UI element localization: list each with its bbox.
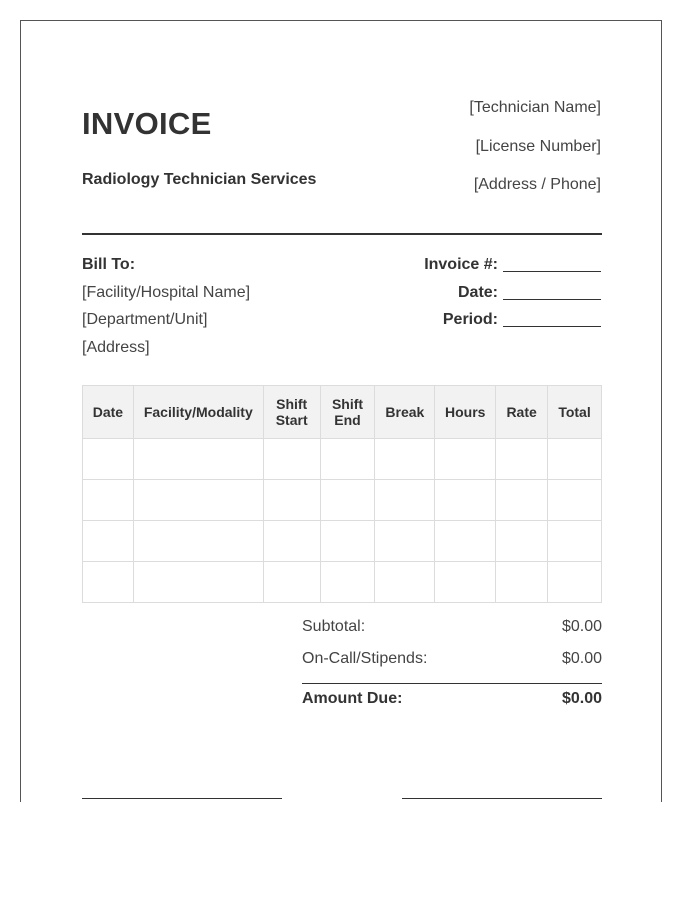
table-cell[interactable]: [548, 521, 602, 562]
column-header: [133, 386, 263, 439]
totals-block: [302, 619, 602, 707]
table-cell[interactable]: [548, 562, 602, 603]
table-cell[interactable]: [83, 480, 134, 521]
signature-line-left[interactable]: [82, 798, 282, 799]
table-cell[interactable]: [263, 521, 320, 562]
table-cell[interactable]: [83, 439, 134, 480]
table-cell[interactable]: [263, 480, 320, 521]
column-header-text: Break: [385, 404, 425, 420]
technician-address-phone: [Address / Phone]: [473, 176, 601, 193]
invoice-number-label: Invoice #:: [424, 256, 498, 273]
table-cell[interactable]: [496, 562, 548, 603]
column-header-text: Hours: [445, 404, 486, 420]
column-header-text: Rate: [506, 404, 537, 420]
column-header-text: Date: [92, 404, 124, 420]
column-header: [375, 386, 435, 439]
column-header-text: Shift: [276, 396, 308, 412]
table-cell[interactable]: [133, 439, 263, 480]
column-header: [548, 386, 602, 439]
oncall-value: $0.00: [561, 650, 602, 667]
table-cell[interactable]: [375, 480, 435, 521]
bill-to-block: [82, 257, 250, 367]
column-header: [263, 386, 320, 439]
bill-to-label: Bill To:: [82, 256, 136, 273]
column-header: [83, 386, 134, 439]
invoice-date-field[interactable]: [503, 285, 601, 300]
table-cell[interactable]: [263, 562, 320, 603]
subtotal-value: $0.00: [561, 618, 602, 635]
bill-to-address: [Address]: [82, 338, 150, 356]
amount-due-row: [302, 691, 602, 707]
table-cell[interactable]: [435, 439, 496, 480]
bill-to-facility: [Facility/Hospital Name]: [82, 283, 251, 301]
invoice-date-row: [424, 285, 601, 313]
table-cell[interactable]: [375, 439, 435, 480]
invoice-subtitle: Radiology Technician Services: [82, 171, 317, 188]
table-row: [83, 562, 602, 603]
table-cell[interactable]: [83, 521, 134, 562]
table-cell[interactable]: [83, 562, 134, 603]
header-divider: [82, 233, 602, 235]
bill-to-department: [Department/Unit]: [82, 311, 208, 328]
table-cell[interactable]: [435, 480, 496, 521]
column-header-text: Total: [558, 404, 591, 420]
table-row: [83, 521, 602, 562]
table-cell[interactable]: [133, 480, 263, 521]
signature-line-right[interactable]: [402, 798, 602, 799]
table-cell[interactable]: [548, 439, 602, 480]
invoice-title: INVOICE: [82, 106, 212, 141]
column-header-text: Facility/Modality: [143, 404, 253, 420]
column-header: [320, 386, 375, 439]
technician-info: [469, 100, 601, 216]
shifts-table: [82, 385, 602, 603]
table-cell[interactable]: [320, 480, 375, 521]
table-row: [83, 439, 602, 480]
invoice-meta-block: [424, 257, 601, 340]
table-cell[interactable]: [375, 562, 435, 603]
table-cell[interactable]: [320, 521, 375, 562]
invoice-period-label: Period:: [442, 311, 498, 328]
table-cell[interactable]: [320, 439, 375, 480]
technician-name: [Technician Name]: [469, 99, 601, 116]
amount-due-label: Amount Due:: [302, 690, 403, 707]
invoice-number-field[interactable]: [503, 257, 601, 272]
table-cell[interactable]: [496, 480, 548, 521]
invoice-number-row: [424, 257, 601, 285]
table-cell[interactable]: [435, 562, 496, 603]
table-row: [83, 480, 602, 521]
table-cell[interactable]: [496, 439, 548, 480]
table-body: [83, 439, 602, 603]
invoice-period-field[interactable]: [503, 312, 601, 327]
subtotal-row: [302, 619, 602, 651]
table-cell[interactable]: [435, 521, 496, 562]
column-header: [435, 386, 496, 439]
oncall-label: On-Call/Stipends:: [302, 650, 428, 667]
table-cell[interactable]: [133, 562, 263, 603]
table-cell[interactable]: [263, 439, 320, 480]
table-cell[interactable]: [548, 480, 602, 521]
invoice-date-label: Date:: [457, 283, 498, 301]
subtotal-label: Subtotal:: [302, 618, 366, 635]
table-cell[interactable]: [496, 521, 548, 562]
amount-due-divider: [302, 683, 602, 684]
oncall-row: [302, 651, 602, 683]
amount-due-value: $0.00: [561, 690, 602, 707]
column-header-text: Shift: [331, 396, 364, 412]
table-cell[interactable]: [320, 562, 375, 603]
table-header-row: [83, 386, 602, 439]
column-header-text: End: [334, 412, 361, 428]
table-cell[interactable]: [133, 521, 263, 562]
invoice-period-row: [424, 312, 601, 340]
invoice-page: [20, 20, 662, 802]
license-number: [License Number]: [475, 137, 601, 155]
table-cell[interactable]: [375, 521, 435, 562]
column-header-text: Start: [275, 412, 308, 428]
column-header: [496, 386, 548, 439]
